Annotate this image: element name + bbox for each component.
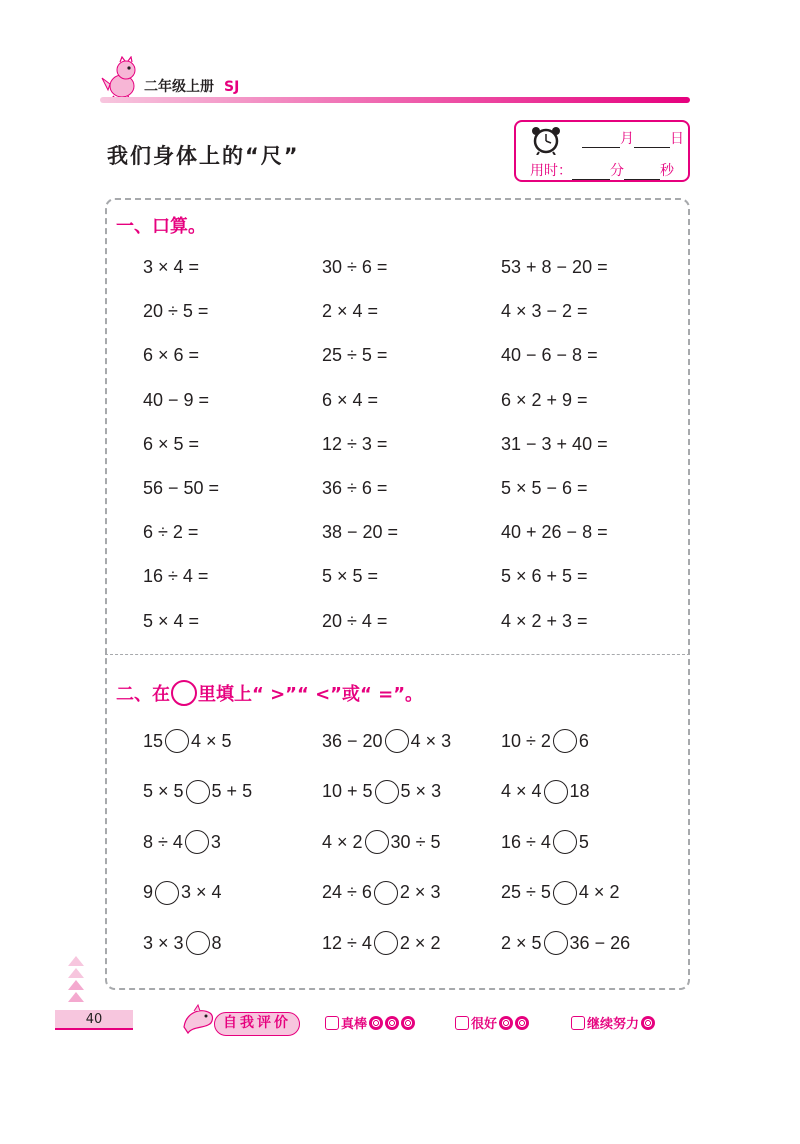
answer-circle[interactable] [185, 830, 209, 854]
left-expression: 12 ÷ 4 [322, 932, 372, 953]
time-line: 用时： 分 秒 [530, 163, 674, 179]
page-number: 40 [55, 1010, 133, 1030]
comparison-item [322, 830, 440, 854]
self-eval-label: 自我评价 [214, 1012, 300, 1036]
left-expression: 10 ÷ 2 [501, 730, 551, 751]
comparison-item [143, 780, 252, 804]
equation: 40 − 9 = [143, 389, 210, 410]
edition-label: SJ [224, 79, 240, 95]
left-expression: 4 × 2 [322, 831, 363, 852]
answer-circle[interactable] [186, 931, 210, 955]
right-expression: 5 × 3 [400, 781, 442, 801]
equation: 25 ÷ 5 = [322, 345, 388, 366]
second-blank[interactable] [624, 166, 660, 180]
comparison-item [501, 830, 589, 854]
section1-heading: 一、口算。 [116, 216, 206, 237]
answer-circle[interactable] [553, 881, 577, 905]
answer-circle[interactable] [553, 830, 577, 854]
equation: 53 + 8 − 20 = [501, 257, 608, 277]
flower-icon [369, 1016, 383, 1030]
circle-symbol-icon [171, 680, 197, 706]
right-expression: 2 × 3 [399, 882, 441, 902]
comparison-item [143, 931, 222, 955]
section-divider [105, 654, 690, 655]
section2-heading: 二、在 里填上“ >”“ <”或“ =”。 [116, 680, 423, 706]
equation: 4 × 2 + 3 = [501, 610, 588, 631]
left-expression: 5 × 5 [143, 781, 184, 801]
equation: 40 + 26 − 8 = [501, 522, 608, 543]
page-title: 我们身体上的“尺” [107, 144, 300, 168]
dragon-mascot-icon [100, 56, 140, 102]
answer-circle[interactable] [544, 931, 568, 955]
rating-option-good[interactable]: 很好 [455, 1013, 529, 1032]
equation: 20 ÷ 5 = [143, 301, 209, 322]
equation: 20 ÷ 4 = [322, 610, 388, 631]
right-expression: 30 ÷ 5 [390, 831, 441, 852]
left-expression: 10 + 5 [322, 781, 373, 801]
right-expression: 3 [210, 831, 221, 852]
equation: 38 − 20 = [322, 522, 399, 543]
equation: 4 × 3 − 2 = [501, 301, 588, 322]
left-expression: 9 [143, 882, 154, 902]
answer-circle[interactable] [544, 780, 568, 804]
left-expression: 16 ÷ 4 [501, 831, 551, 852]
header-divider [100, 97, 690, 103]
comparison-item [143, 729, 232, 753]
right-expression: 4 × 3 [410, 730, 452, 751]
comparison-item [322, 729, 451, 753]
comparison-item [501, 931, 630, 955]
right-expression: 2 × 2 [399, 932, 441, 953]
left-expression: 2 × 5 [501, 932, 542, 953]
equation: 3 × 4 = [143, 257, 200, 277]
left-expression: 36 − 20 [322, 730, 383, 751]
equation: 5 × 5 − 6 = [501, 478, 588, 498]
comparison-item [501, 881, 619, 905]
equation: 56 − 50 = [143, 478, 220, 498]
comparison-item [322, 881, 440, 905]
answer-circle[interactable] [375, 780, 399, 804]
answer-circle[interactable] [365, 830, 389, 854]
comparison-item [501, 729, 589, 753]
left-expression: 24 ÷ 6 [322, 882, 372, 902]
dolphin-mascot-icon [180, 1003, 216, 1037]
equation: 36 ÷ 6 = [322, 478, 388, 498]
answer-circle[interactable] [155, 881, 179, 905]
grade-label: 二年级上册 SJ [144, 79, 240, 95]
comparison-item [143, 830, 221, 854]
month-blank[interactable] [582, 134, 620, 148]
equation: 5 × 6 + 5 = [501, 566, 588, 587]
comparison-item [501, 780, 590, 804]
comparison-item [322, 931, 440, 955]
date-line: 月 日 [582, 128, 684, 148]
equation: 2 × 4 = [322, 301, 379, 322]
equation: 6 × 2 + 9 = [501, 389, 588, 410]
equation: 16 ÷ 4 = [143, 566, 209, 587]
right-expression: 5 + 5 [211, 781, 253, 801]
answer-circle[interactable] [553, 729, 577, 753]
equation: 6 ÷ 2 = [143, 522, 199, 543]
right-expression: 36 − 26 [569, 932, 631, 953]
left-expression: 8 ÷ 4 [143, 831, 183, 852]
great-checkbox[interactable] [325, 1016, 339, 1030]
flower-icon [641, 1016, 655, 1030]
left-expression: 3 × 3 [143, 932, 184, 953]
equation: 5 × 5 = [322, 566, 379, 587]
right-expression: 3 × 4 [181, 882, 222, 902]
equation: 31 − 3 + 40 = [501, 433, 608, 454]
left-expression: 4 × 4 [501, 781, 542, 801]
date-box [514, 120, 690, 182]
comparison-item [322, 780, 441, 804]
equation: 6 × 4 = [322, 389, 379, 410]
flower-icon [499, 1016, 513, 1030]
left-expression: 15 [143, 730, 164, 751]
good-checkbox[interactable] [455, 1016, 469, 1030]
right-expression: 4 × 5 [191, 730, 232, 751]
right-expression: 18 [569, 781, 590, 801]
equation: 12 ÷ 3 = [322, 433, 388, 454]
equation: 5 × 4 = [143, 610, 200, 631]
minute-blank[interactable] [572, 166, 610, 180]
right-expression: 6 [578, 730, 589, 751]
answer-circle[interactable] [186, 780, 210, 804]
alarm-clock-icon [530, 125, 562, 155]
equation: 30 ÷ 6 = [322, 257, 388, 277]
comparison-item [143, 881, 222, 905]
right-expression: 4 × 2 [578, 882, 620, 902]
rating-option-great[interactable]: 真棒 [325, 1013, 415, 1032]
left-expression: 25 ÷ 5 [501, 882, 551, 902]
flower-icon [385, 1016, 399, 1030]
answer-circle[interactable] [385, 729, 409, 753]
day-blank[interactable] [634, 134, 670, 148]
rating-option-keep-trying[interactable]: 继续努力 [571, 1013, 655, 1032]
up-arrows-icon [66, 954, 86, 1004]
answer-circle[interactable] [165, 729, 189, 753]
equation: 6 × 6 = [143, 345, 200, 366]
keep-trying-checkbox[interactable] [571, 1016, 585, 1030]
right-expression: 8 [211, 932, 222, 953]
answer-circle[interactable] [374, 881, 398, 905]
equation: 40 − 6 − 8 = [501, 345, 598, 366]
flower-icon [401, 1016, 415, 1030]
answer-circle[interactable] [374, 931, 398, 955]
flower-icon [515, 1016, 529, 1030]
right-expression: 5 [578, 831, 589, 852]
equation: 6 × 5 = [143, 433, 200, 454]
